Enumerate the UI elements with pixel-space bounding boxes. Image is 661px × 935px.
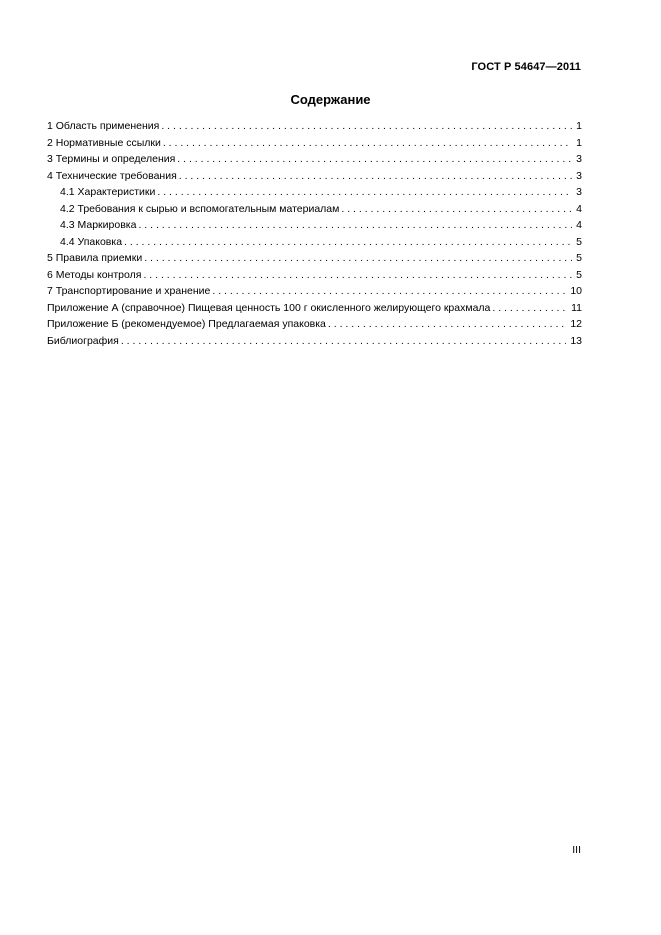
toc-leader-dots (163, 135, 572, 152)
toc-leader-dots (138, 217, 572, 234)
toc-entry-page: 13 (570, 334, 582, 347)
toc-title: Содержание (290, 92, 371, 107)
toc-entry-label: 2 Нормативные ссылки (47, 136, 161, 149)
toc-subentry[interactable] (47, 201, 582, 218)
toc-entry-label: 3 Термины и определения (47, 153, 176, 165)
toc-entry[interactable] (47, 151, 582, 168)
toc-subentry[interactable] (47, 184, 582, 201)
document-code: ГОСТ Р 54647—2011 (471, 61, 581, 73)
toc-entry-page: 5 (576, 235, 582, 248)
toc-leader-dots (328, 316, 566, 333)
toc-entry-page: 3 (576, 169, 582, 182)
toc-entry[interactable] (47, 135, 582, 152)
page-number: III (572, 844, 581, 856)
toc-leader-dots (161, 118, 572, 135)
toc-entry-label: 4.4 Упаковка (60, 235, 123, 248)
toc-entry-page: 10 (570, 285, 582, 297)
toc-leader-dots (492, 300, 567, 317)
toc-subentry[interactable] (47, 217, 582, 234)
toc-entry-page: 4 (576, 219, 582, 231)
toc-entry-page: 5 (576, 252, 582, 264)
toc-leader-dots (177, 151, 572, 168)
toc-entry-page: 4 (576, 202, 582, 215)
toc-entry-page: 12 (570, 318, 582, 330)
toc-entry-label: 4 Технические требования (47, 169, 177, 182)
toc-leader-dots (144, 250, 572, 267)
toc-entry-page: 1 (576, 136, 582, 149)
toc-leader-dots (179, 168, 572, 185)
toc-entry-page: 5 (576, 268, 582, 281)
toc-leader-dots (124, 234, 572, 251)
toc-entry-label: Приложение Б (рекомендуемое) Предлагаемая упаковка (47, 318, 326, 330)
toc-entry[interactable] (47, 250, 582, 267)
toc-leader-dots (157, 184, 572, 201)
toc-entry-page: 3 (576, 186, 582, 198)
toc-entry[interactable] (47, 333, 582, 350)
toc-entry[interactable] (47, 168, 582, 185)
toc-subentry[interactable] (47, 234, 582, 251)
toc-entry-label: 7 Транспортирование и хранение (47, 285, 211, 297)
table-of-contents (47, 118, 582, 349)
toc-entry[interactable] (47, 316, 582, 333)
toc-entry-label: Приложение А (справочное) Пищевая ценность 100 г окисленного желирующего крахмала (47, 301, 491, 314)
toc-entry[interactable] (47, 118, 582, 135)
toc-entry-page: 11 (571, 301, 582, 314)
toc-entry-label: 6 Методы контроля (47, 268, 142, 281)
toc-entry-label: 4.1 Характеристики (60, 186, 156, 198)
toc-leader-dots (121, 333, 566, 350)
toc-entry-label: 1 Область применения (47, 120, 160, 132)
toc-entry-label: 4.3 Маркировка (60, 219, 137, 231)
toc-entry-page: 1 (576, 120, 582, 132)
toc-entry[interactable] (47, 300, 582, 317)
toc-entry-label: 5 Правила приемки (47, 252, 143, 264)
toc-entry[interactable] (47, 283, 582, 300)
toc-entry-page: 3 (576, 153, 582, 165)
toc-leader-dots (143, 267, 572, 284)
toc-entry-label: 4.2 Требования к сырью и вспомогательным материалам (60, 202, 340, 215)
toc-entry[interactable] (47, 267, 582, 284)
toc-leader-dots (212, 283, 566, 300)
toc-leader-dots (341, 201, 572, 218)
toc-entry-label: Библиография (47, 334, 119, 347)
